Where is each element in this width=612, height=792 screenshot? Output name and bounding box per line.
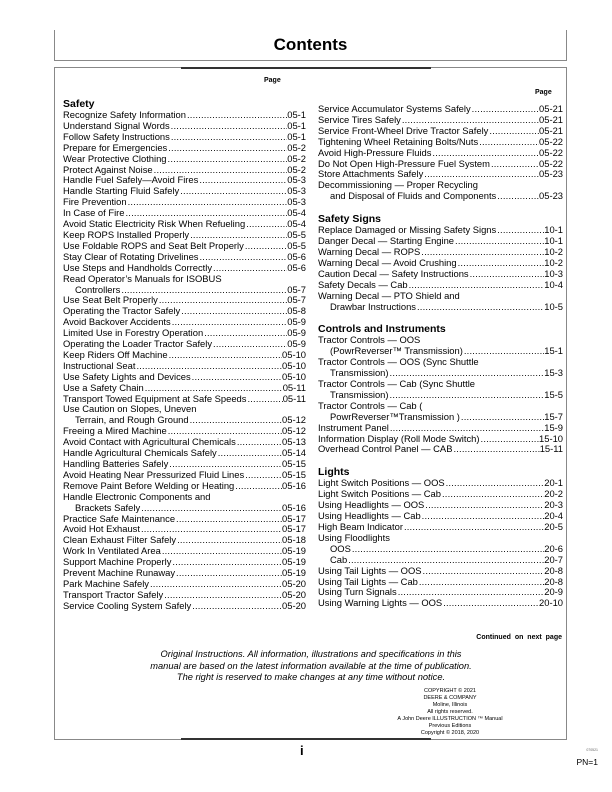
toc-entry-title: Use Safety Lights and Devices bbox=[63, 370, 191, 382]
toc-entry-title: OOS bbox=[330, 542, 351, 554]
toc-entry-title: Service Accumulator Systems Safely bbox=[318, 103, 471, 114]
toc-entry-title: Replace Damaged or Missing Safety Signs bbox=[318, 224, 497, 236]
toc-entry[interactable] bbox=[318, 423, 563, 434]
copyright-block bbox=[390, 688, 510, 737]
dot-leader bbox=[454, 236, 544, 247]
toc-entry-title: Work In Ventilated Area bbox=[63, 545, 161, 557]
toc-entry-page: 05-6 bbox=[287, 250, 306, 262]
dot-leader bbox=[244, 470, 282, 481]
toc-entry-page: 10-5 bbox=[544, 300, 563, 312]
toc-entry-title: Follow Safety Instructions bbox=[63, 130, 170, 142]
toc-entry-group-title: Using Floodlights bbox=[318, 531, 390, 543]
dot-leader bbox=[180, 306, 287, 317]
toc-entry-title-line1: Handle Electronic Components and bbox=[63, 490, 211, 502]
toc-entry-page: 20-4 bbox=[544, 510, 563, 522]
toc-entry-title: Transmission) bbox=[330, 367, 389, 379]
toc-entry-title-line1: Decommissioning — Proper Recycling bbox=[318, 179, 478, 191]
toc-entry-title: Tightening Wheel Retaining Bolts/Nuts bbox=[318, 135, 479, 147]
dot-leader bbox=[463, 346, 544, 357]
toc-entry-page: 05-11 bbox=[282, 392, 306, 404]
toc-entry-page: 05-1 bbox=[287, 119, 306, 131]
toc-entry-title: Freeing a Mired Machine bbox=[63, 425, 167, 437]
toc-entry-page: 20-3 bbox=[544, 499, 563, 511]
toc-entry-page: 20-2 bbox=[544, 488, 563, 500]
toc-entry-title: Avoid Heating Near Pressurized Fluid Lines bbox=[63, 468, 245, 480]
toc-entry-page: 05-22 bbox=[539, 135, 563, 147]
toc-entry-title: Limited Use in Forestry Operation bbox=[63, 327, 204, 339]
header-box bbox=[54, 30, 567, 61]
dot-leader bbox=[452, 444, 539, 455]
dot-leader bbox=[212, 339, 287, 350]
toc-entry-page: 15-7 bbox=[544, 410, 563, 422]
copyright-line: Copyright © 2018, 2020 bbox=[420, 730, 480, 736]
toc-entry-title: Handle Agricultural Chemicals Safely bbox=[63, 447, 217, 459]
toc-entry-title: Prevent Machine Runaway bbox=[63, 567, 176, 579]
toc-entry-title-line1: Tractor Controls — OOS bbox=[318, 334, 421, 346]
toc-entry-page: 05-10 bbox=[282, 359, 306, 371]
toc-entry-page: 15-10 bbox=[539, 432, 563, 444]
toc-entry-title: Handle Starting Fluid Safely bbox=[63, 185, 180, 197]
toc-entry[interactable] bbox=[63, 503, 306, 514]
toc-entry-title: Stay Clear of Rotating Drivelines bbox=[63, 250, 199, 262]
toc-entry[interactable] bbox=[63, 601, 306, 612]
dot-leader bbox=[421, 511, 545, 522]
note-line: The right is reserved to make changes at any time without notice. bbox=[176, 672, 446, 682]
toc-entry-page: 05-1 bbox=[287, 109, 306, 120]
toc-entry-title: Keep Riders Off Machine bbox=[63, 348, 168, 360]
toc-entry-title: Light Switch Positions — Cab bbox=[318, 488, 441, 500]
toc-entry-page: 20-10 bbox=[539, 597, 563, 609]
dot-leader bbox=[424, 500, 544, 511]
toc-entry-title: Cab bbox=[330, 553, 348, 565]
toc-entry-title: Avoid Static Electricity Risk When Refueling bbox=[63, 218, 246, 230]
toc-entry-page: 05-17 bbox=[282, 512, 306, 524]
toc-entry-page: 05-3 bbox=[287, 174, 306, 186]
toc-entry-page: 05-19 bbox=[282, 545, 306, 557]
toc-entry-page: 05-5 bbox=[287, 239, 306, 251]
dot-leader bbox=[234, 481, 282, 492]
toc-entry-title: High Beam Indicator bbox=[318, 521, 403, 532]
toc-entry-title: Avoid High-Pressure Fluids bbox=[318, 146, 432, 158]
toc-entry-title: Practice Safe Maintenance bbox=[63, 512, 176, 524]
note-line: Original Instructions. All information, illustrations and specifications in this bbox=[160, 649, 462, 659]
toc-entry[interactable] bbox=[318, 280, 563, 291]
toc-entry-page: 05-20 bbox=[282, 588, 306, 600]
dot-leader bbox=[245, 219, 287, 230]
toc-entry-title: Warning Decal — ROPS bbox=[318, 245, 421, 257]
toc-entry-title: Caution Decal — Safety Instructions bbox=[318, 267, 469, 279]
toc-entry[interactable] bbox=[318, 148, 563, 159]
dot-leader bbox=[167, 426, 282, 437]
dot-leader bbox=[408, 280, 545, 291]
toc-entry-title: Brackets Safely bbox=[75, 501, 141, 513]
original-instructions-note bbox=[60, 649, 562, 684]
toc-entry-title: Using Headlights — OOS bbox=[318, 499, 425, 511]
pn-label: PN=1 bbox=[576, 757, 598, 767]
toc-entry-page: 05-7 bbox=[287, 283, 306, 295]
dot-leader bbox=[158, 295, 287, 306]
dot-leader bbox=[480, 434, 540, 445]
dot-leader bbox=[203, 328, 287, 339]
toc-entry-title: Keep ROPS Installed Properly bbox=[63, 228, 190, 240]
toc-entry[interactable] bbox=[63, 263, 306, 274]
dot-leader bbox=[488, 126, 539, 137]
toc-entry[interactable] bbox=[318, 302, 563, 313]
toc-entry-title: PowrReverser™Transmission ) bbox=[330, 410, 460, 422]
toc-entry[interactable] bbox=[318, 555, 563, 566]
section-heading: Safety Signs bbox=[318, 213, 382, 226]
toc-entry-title-line1: Read Operator’s Manuals for ISOBUS bbox=[63, 272, 222, 284]
toc-entry-page: 15-11 bbox=[539, 443, 563, 455]
toc-entry-title: Prepare for Emergencies bbox=[63, 141, 168, 153]
dot-leader bbox=[171, 557, 282, 568]
dot-leader bbox=[163, 590, 282, 601]
toc-entry-page: 15-1 bbox=[544, 345, 563, 357]
toc-entry-page: 20-6 bbox=[544, 542, 563, 554]
dot-leader bbox=[416, 302, 544, 313]
dot-leader bbox=[168, 350, 282, 361]
dot-leader bbox=[431, 148, 539, 159]
dot-leader bbox=[175, 514, 282, 525]
dot-leader bbox=[140, 503, 282, 514]
toc-entry-page: 20-8 bbox=[544, 564, 563, 576]
dot-leader bbox=[460, 412, 544, 423]
toc-entry-page: 05-10 bbox=[282, 348, 306, 360]
toc-entry-title: In Case of Fire bbox=[63, 207, 125, 219]
toc-entry-page: 10-1 bbox=[544, 224, 563, 236]
toc-entry-page: 05-4 bbox=[287, 207, 306, 219]
dot-leader bbox=[153, 165, 288, 176]
dot-leader bbox=[236, 437, 282, 448]
toc-entry-page: 15-5 bbox=[544, 388, 563, 400]
toc-entry-page: 05-11 bbox=[282, 381, 306, 393]
toc-entry-title: Transmission) bbox=[330, 388, 389, 400]
toc-entry-page: 05-16 bbox=[282, 501, 306, 513]
toc-entry-page: 05-12 bbox=[282, 425, 306, 437]
dot-leader bbox=[244, 241, 287, 252]
toc-entry-title: Store Attachments Safely bbox=[318, 168, 424, 180]
dot-leader bbox=[351, 544, 544, 555]
toc-entry-page: 20-7 bbox=[544, 553, 563, 565]
dot-leader bbox=[179, 186, 287, 197]
dot-leader bbox=[496, 225, 544, 236]
dot-leader bbox=[120, 285, 287, 296]
toc-entry-title: Do Not Open High-Pressure Fuel System bbox=[318, 157, 490, 169]
toc-entry-page: 05-9 bbox=[287, 338, 306, 350]
toc-entry-title: Handling Batteries Safely bbox=[63, 458, 169, 469]
dot-leader bbox=[347, 555, 544, 566]
toc-entry-title: Handle Fuel Safely—Avoid Fires bbox=[63, 174, 199, 186]
dot-leader bbox=[191, 372, 282, 383]
toc-entry-page: 05-15 bbox=[282, 458, 306, 469]
toc-entry-page: 05-21 bbox=[539, 124, 563, 136]
toc-entry-title: Remove Paint Before Welding or Heating bbox=[63, 479, 235, 491]
toc-entry-page: 05-22 bbox=[539, 146, 563, 158]
toc-entry-title: Clean Exhaust Filter Safely bbox=[63, 534, 177, 546]
page-column-label-left: Page bbox=[264, 77, 281, 84]
toc-entry-page: 05-2 bbox=[287, 163, 306, 175]
dot-leader bbox=[490, 159, 539, 170]
continued-note: Continued on next page bbox=[476, 634, 562, 641]
toc-entry-title: Avoid Contact with Agricultural Chemicals bbox=[63, 436, 236, 448]
page-title: Contents bbox=[273, 35, 348, 54]
toc-entry-title: Service Tires Safely bbox=[318, 113, 401, 125]
toc-entry-page: 10-2 bbox=[544, 245, 563, 257]
dot-leader bbox=[422, 566, 545, 577]
toc-entry[interactable] bbox=[318, 544, 563, 555]
toc-entry-page: 05-9 bbox=[287, 316, 306, 328]
toc-entry-page: 05-2 bbox=[287, 141, 306, 153]
toc-entry-title: Service Cooling System Safely bbox=[63, 599, 192, 611]
toc-entry-page: 05-13 bbox=[282, 436, 306, 448]
toc-entry-title: Park Machine Safely bbox=[63, 577, 149, 589]
toc-entry-page: 05-19 bbox=[282, 567, 306, 579]
toc-entry-page: 05-1 bbox=[287, 130, 306, 142]
toc-entry-title: Support Machine Properly bbox=[63, 556, 172, 568]
toc-entry[interactable] bbox=[318, 444, 563, 455]
toc-entry-title-line1: Warning Decal — PTO Shield and bbox=[318, 289, 460, 301]
toc-entry-page: 15-9 bbox=[544, 421, 563, 433]
toc-entry-title: Using Tail Lights — OOS bbox=[318, 564, 422, 576]
toc-entry-title-line1: Use Caution on Slopes, Uneven bbox=[63, 403, 197, 415]
dot-leader bbox=[389, 390, 545, 401]
toc-entry-page: 05-21 bbox=[539, 113, 563, 125]
toc-entry-title: Safety Decals — Cab bbox=[318, 278, 408, 290]
toc-entry-title: Using Headlights — Cab bbox=[318, 510, 421, 522]
dot-leader bbox=[389, 368, 545, 379]
dot-leader bbox=[175, 568, 282, 579]
toc-entry[interactable] bbox=[318, 598, 563, 609]
toc-entry-title: Controllers bbox=[75, 283, 121, 295]
dot-leader bbox=[176, 535, 282, 546]
dot-leader bbox=[469, 269, 545, 280]
toc-entry-page: 10-4 bbox=[544, 278, 563, 290]
copyright-line: Moline, Illinois bbox=[432, 702, 468, 708]
toc-entry-page: 10-1 bbox=[544, 235, 563, 247]
dot-leader bbox=[445, 478, 545, 489]
toc-entry-page: 05-23 bbox=[539, 190, 563, 202]
dot-leader bbox=[186, 110, 287, 121]
toc-entry-title: Using Turn Signals bbox=[318, 586, 397, 598]
toc-entry-title: Fire Prevention bbox=[63, 196, 127, 208]
dot-leader bbox=[457, 258, 545, 269]
section-heading: Lights bbox=[318, 466, 350, 479]
toc-entry-page: 15-3 bbox=[544, 367, 563, 379]
toc-left-column bbox=[63, 98, 306, 612]
toc-entry-title: Use Foldable ROPS and Seat Belt Properly bbox=[63, 239, 244, 251]
toc-entry-title: Information Display (Roll Mode Switch) bbox=[318, 432, 480, 444]
toc-entry-page: 05-15 bbox=[282, 468, 306, 480]
copyright-line: COPYRIGHT © 2021 bbox=[424, 688, 476, 694]
toc-entry-title: Instructional Seat bbox=[63, 359, 136, 371]
toc-entry-page: 05-5 bbox=[287, 228, 306, 240]
toc-entry-title: Transport Towed Equipment at Safe Speeds bbox=[63, 392, 247, 404]
toc-entry-title: Danger Decal — Starting Engine bbox=[318, 235, 455, 247]
toc-entry-title: and Disposal of Fluids and Components bbox=[330, 190, 497, 202]
dot-leader bbox=[478, 137, 539, 148]
dot-leader bbox=[246, 394, 282, 405]
section-heading: Controls and Instruments bbox=[318, 323, 446, 336]
copyright-line: DEERE & COMPANY bbox=[423, 695, 477, 701]
toc-entry-page: 05-14 bbox=[282, 447, 306, 459]
dot-leader bbox=[496, 191, 539, 202]
toc-entry[interactable] bbox=[318, 191, 563, 202]
toc-entry-page: 05-3 bbox=[287, 185, 306, 197]
dot-leader bbox=[418, 577, 544, 588]
toc-entry[interactable] bbox=[318, 137, 563, 148]
dot-leader bbox=[189, 415, 282, 426]
toc-entry-title: Understand Signal Words bbox=[63, 119, 170, 131]
dot-leader bbox=[167, 154, 288, 165]
dot-leader bbox=[171, 317, 288, 328]
toc-entry-title: Operating the Tractor Safely bbox=[63, 305, 181, 317]
document-code: 070521 bbox=[586, 748, 598, 752]
section-heading: Safety bbox=[63, 98, 95, 110]
dot-leader bbox=[161, 546, 282, 557]
toc-entry-page: 05-9 bbox=[287, 327, 306, 339]
toc-entry-title: Transport Tractor Safely bbox=[63, 588, 164, 600]
toc-entry[interactable] bbox=[318, 566, 563, 577]
toc-entry-page: 05-20 bbox=[282, 599, 306, 611]
dot-leader bbox=[401, 115, 539, 126]
copyright-line: A John Deere ILLUSTRUCTION ™ Manual bbox=[397, 716, 503, 722]
dot-leader bbox=[170, 132, 287, 143]
dot-leader bbox=[397, 587, 545, 598]
toc-entry-title: (PowrReverser™ Transmission) bbox=[330, 345, 463, 357]
toc-entry-page: 10-3 bbox=[544, 267, 563, 279]
dot-leader bbox=[442, 598, 539, 609]
note-line: manual are based on the latest information available at the time of publication. bbox=[150, 660, 472, 671]
toc-entry[interactable] bbox=[63, 154, 306, 165]
toc-entry-page: 05-8 bbox=[287, 305, 306, 317]
dot-leader bbox=[127, 197, 288, 208]
toc-entry-title: Using Warning Lights — OOS bbox=[318, 597, 443, 609]
dot-leader bbox=[441, 489, 544, 500]
toc-entry-title: Operating the Loader Tractor Safely bbox=[63, 338, 213, 350]
toc-entry-title: Avoid Hot Exhaust bbox=[63, 523, 140, 535]
toc-entry-title: Wear Protective Clothing bbox=[63, 152, 167, 164]
toc-entry-page: 05-4 bbox=[287, 218, 306, 230]
dot-leader bbox=[198, 175, 287, 186]
dot-leader bbox=[170, 121, 288, 132]
toc-entry-title: Light Switch Positions — OOS bbox=[318, 477, 445, 489]
toc-entry[interactable] bbox=[63, 143, 306, 154]
dot-leader bbox=[189, 230, 287, 241]
toc-entry-title-line1: Tractor Controls — Cab (Sync Shuttle bbox=[318, 378, 475, 390]
toc-entry-page: 05-17 bbox=[282, 523, 306, 535]
toc-entry-title-line1: Tractor Controls — OOS (Sync Shuttle bbox=[318, 356, 479, 368]
toc-entry-page: 05-6 bbox=[287, 261, 306, 273]
toc-entry-title: Instrument Panel bbox=[318, 421, 389, 433]
toc-entry-page: 05-10 bbox=[282, 370, 306, 382]
toc-entry-page: 05-3 bbox=[287, 196, 306, 208]
toc-right-column bbox=[318, 104, 563, 609]
toc-entry-title-line1: Tractor Controls — Cab ( bbox=[318, 399, 423, 411]
toc-entry-title: Use Steps and Handholds Correctly bbox=[63, 261, 213, 273]
dot-leader bbox=[212, 263, 287, 274]
toc-entry-page: 05-2 bbox=[287, 152, 306, 164]
dot-leader bbox=[168, 459, 282, 470]
toc-entry-page: 20-5 bbox=[544, 521, 563, 532]
toc-entry-title: Protect Against Noise bbox=[63, 163, 153, 175]
toc-entry-title: Recognize Safety Information bbox=[63, 109, 186, 120]
toc-entry-page: 05-18 bbox=[282, 534, 306, 546]
toc-entry-page: 20-1 bbox=[544, 477, 563, 489]
toc-entry-page: 05-22 bbox=[539, 157, 563, 169]
toc-entry-page: 20-9 bbox=[544, 586, 563, 598]
dot-leader bbox=[140, 524, 282, 535]
dot-leader bbox=[149, 579, 282, 590]
dot-leader bbox=[471, 104, 539, 115]
toc-entry-title: Avoid Backover Accidents bbox=[63, 316, 171, 328]
toc-entry-page: 05-21 bbox=[539, 103, 563, 114]
toc-entry-title: Use Seat Belt Properly bbox=[63, 294, 158, 306]
dot-leader bbox=[403, 522, 544, 533]
toc-entry-title: Warning Decal — Avoid Crushing bbox=[318, 256, 457, 268]
toc-entry-title: Service Front-Wheel Drive Tractor Safely bbox=[318, 124, 489, 136]
toc-entry-page: 05-23 bbox=[539, 168, 563, 180]
dot-leader bbox=[144, 383, 283, 394]
dot-leader bbox=[124, 208, 287, 219]
toc-entry-page: 10-2 bbox=[544, 256, 563, 268]
toc-entry-page: 05-12 bbox=[282, 414, 306, 426]
page-number: i bbox=[300, 743, 304, 758]
dot-leader bbox=[135, 361, 282, 372]
dot-leader bbox=[198, 252, 287, 263]
toc-entry-page: 05-20 bbox=[282, 577, 306, 589]
toc-entry-page: 05-19 bbox=[282, 556, 306, 568]
toc-entry-page: 05-7 bbox=[287, 294, 306, 306]
toc-entry-title: Use a Safety Chain bbox=[63, 381, 144, 393]
dot-leader bbox=[423, 169, 539, 180]
toc-entry-page: 20-8 bbox=[544, 575, 563, 587]
copyright-line: Previous Editions bbox=[428, 723, 472, 729]
toc-entry-title: Overhead Control Panel — CAB bbox=[318, 443, 453, 455]
dot-leader bbox=[191, 601, 282, 612]
toc-entry[interactable] bbox=[63, 383, 306, 394]
dot-leader bbox=[420, 247, 544, 258]
toc-entry-title: Drawbar Instructions bbox=[330, 300, 416, 312]
toc-entry-title: Terrain, and Rough Ground bbox=[75, 414, 189, 426]
page-column-label-right: Page bbox=[535, 89, 552, 96]
dot-leader bbox=[217, 448, 282, 459]
dot-leader bbox=[167, 143, 287, 154]
copyright-line: All rights reserved. bbox=[427, 709, 473, 715]
toc-entry-title: Using Tail Lights — Cab bbox=[318, 575, 418, 587]
toc-entry-page: 05-16 bbox=[282, 479, 306, 491]
dot-leader bbox=[389, 423, 544, 434]
